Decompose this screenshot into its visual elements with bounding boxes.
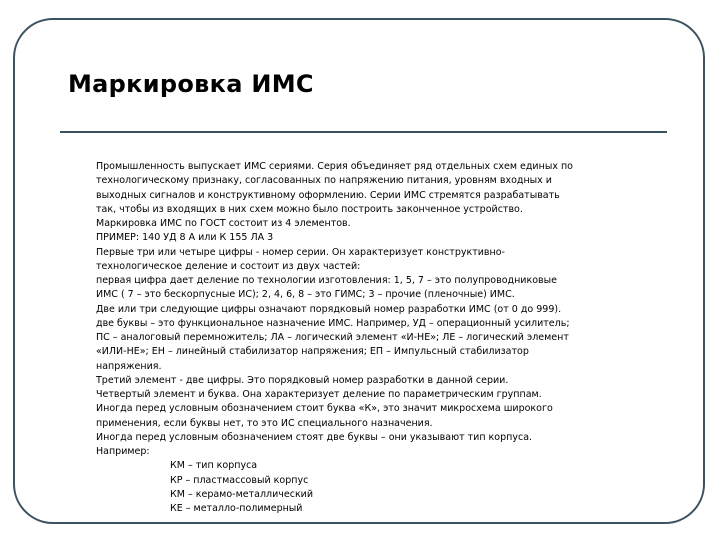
body-line: первая цифра дает деление по технологии изготовления: 1, 5, 7 – это полупроводниковые — [96, 275, 557, 286]
body-line: «ИЛИ-НЕ»; ЕН – линейный стабилизатор напряжения; ЕП – Импульсный стабилизатор — [96, 346, 529, 358]
body-line: две буквы – это функциональное назначение ИМС. Например, УД – операционный усилитель; — [96, 317, 570, 329]
body-line: Иногда перед условным обозначением стоят две буквы – они указывают тип корпуса. — [96, 431, 533, 443]
package-list-item: КМ – тип корпуса — [170, 460, 258, 472]
body-line: Промышленность выпускает ИМС сериями. Серия объединяет ряд отдельных схем единых по — [96, 161, 573, 172]
body-line: так, чтобы из входящих в них схем можно было построить законченное устройство. — [96, 203, 523, 215]
body-line: Первые три или четыре цифры - номер серии. Он характеризует конструктивно- — [96, 246, 505, 258]
body-line: технологическое деление и состоит из двух частей: — [96, 260, 361, 272]
package-list-item: КР – пластмассовый корпус — [170, 474, 309, 486]
body-line: Третий элемент - две цифры. Это порядковый номер разработки в данной серии. — [96, 374, 509, 386]
package-list-item: КЕ – металло-полимерный — [170, 503, 303, 514]
body-line: Маркировка ИМС по ГОСТ состоит из 4 элементов. — [96, 218, 351, 229]
title-divider — [60, 131, 667, 133]
body-line: технологическому признаку, согласованных по напряжению питания, уровням входных и — [96, 175, 552, 187]
body-line: напряжения. — [96, 360, 162, 372]
body-text — [96, 160, 616, 516]
body-line: ПРИМЕР: 140 УД 8 А или К 155 ЛА 3 — [96, 232, 274, 244]
body-line: применения, если буквы нет, то это ИС специального назначения. — [96, 417, 433, 429]
slide-title: Маркировка ИМС — [68, 70, 314, 98]
body-line: ПС – аналоговый перемножитель; ЛА – логический элемент «И-НЕ»; ЛЕ – логический элемент — [96, 332, 569, 343]
body-line: выходных сигналов и конструктивному оформлению. Серии ИМС стремятся разрабатывать — [96, 189, 560, 201]
package-list-item: КМ – керамо-металлический — [170, 488, 314, 500]
body-line: Две или три следующие цифры означают порядковый номер разработки ИМС (от 0 до 999). — [96, 303, 562, 315]
body-line: Например: — [96, 446, 150, 457]
body-line: Иногда перед условным обозначением стоит буква «К», это значит микросхема широкого — [96, 403, 553, 415]
body-line: ИМС ( 7 – это бескорпусные ИС); 2, 4, 6, 8 – это ГИМС; 3 – прочие (пленочные) ИМС. — [96, 289, 515, 301]
body-line: Четвертый элемент и буква. Она характеризует деление по параметрическим группам. — [96, 389, 542, 400]
